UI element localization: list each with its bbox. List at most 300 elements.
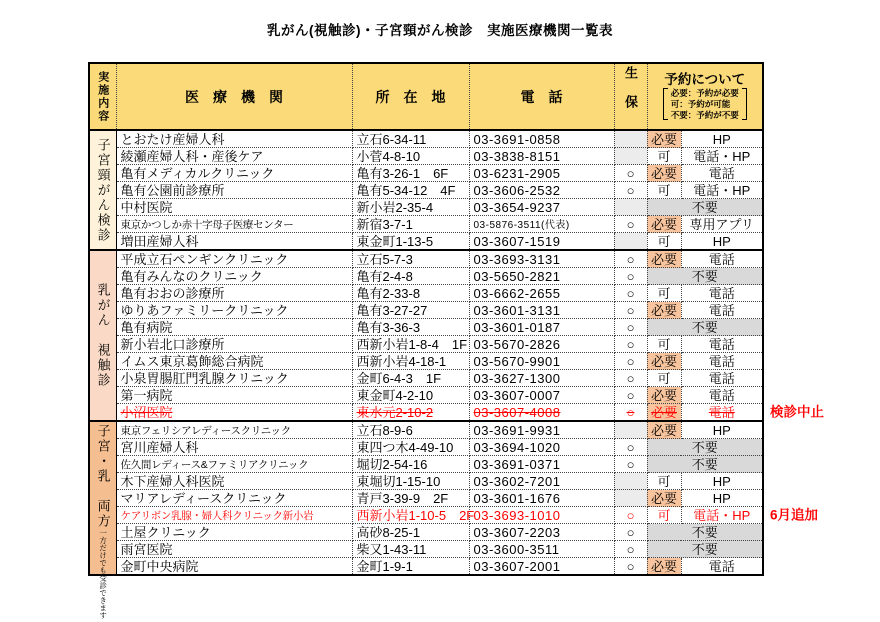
cell-text: 立石5-7-3 (356, 251, 413, 267)
cell-text: 03-3600-3511 (473, 541, 560, 557)
address-cell (352, 182, 469, 199)
address-cell (352, 387, 469, 404)
institution-cell (116, 473, 352, 490)
cell-text: 電話 (708, 165, 735, 181)
institution-cell (116, 370, 352, 387)
cell-text: マリアレディースクリニック (120, 490, 287, 506)
legend-line-ok: 可：予約が可能 (670, 99, 731, 110)
address-cell (352, 490, 469, 507)
reservation-type-cell (647, 387, 681, 404)
address-cell (352, 439, 469, 456)
reservation-type-cell (647, 148, 681, 165)
cell-text: 可 (657, 507, 671, 523)
cell-text: 立石6-34-11 (356, 131, 427, 147)
table-row (89, 302, 763, 319)
table-row (89, 199, 763, 216)
cell-text: ○ (626, 507, 635, 523)
cell-text: HP (712, 233, 731, 249)
cell-text: HP (712, 490, 731, 506)
legend-right-bracket (742, 88, 747, 120)
cell-text: 高砂8-25-1 (356, 524, 421, 540)
cell-text: 増田産婦人科 (120, 233, 199, 249)
cell-text: 必要 (650, 251, 677, 267)
cell-text: HP (712, 131, 731, 147)
welfare-cell (614, 182, 647, 199)
table-row (89, 558, 763, 576)
table-row (89, 507, 763, 524)
table-row (89, 285, 763, 302)
welfare-cell (614, 387, 647, 404)
institution-cell (116, 285, 352, 302)
phone-cell (469, 439, 614, 456)
institution-cell (116, 353, 352, 370)
address-cell (352, 336, 469, 353)
welfare-cell (614, 199, 647, 216)
table-row (89, 353, 763, 370)
reservation-method-cell (681, 250, 763, 268)
phone-cell (469, 421, 614, 439)
phone-cell (469, 336, 614, 353)
cell-text: 電話 (708, 251, 735, 267)
welfare-cell (614, 541, 647, 558)
cell-text: 可 (657, 336, 671, 352)
phone-cell (469, 524, 614, 541)
phone-cell (469, 268, 614, 285)
cell-text: 03-3607-2203 (473, 524, 561, 540)
reservation-method-cell (681, 558, 763, 576)
institution-cell (116, 130, 352, 148)
cell-text: 佐久間レディース&ファミリアクリニック (120, 459, 309, 472)
reservation-type-cell (647, 490, 681, 507)
cell-text: 必要 (650, 558, 677, 574)
reservation-method-cell (681, 490, 763, 507)
cell-text: 金町1-9-1 (356, 558, 413, 574)
cell-text: 東金町4-2-10 (356, 387, 434, 403)
cell-text: 西新小岩1-10-5 2F (356, 507, 475, 523)
reservation-method-cell (681, 285, 763, 302)
reservation-method-cell (681, 353, 763, 370)
institution-cell (116, 165, 352, 182)
phone-cell (469, 182, 614, 199)
welfare-header-label: 生保 (623, 66, 638, 124)
cell-text: 亀有メディカルクリニック (120, 165, 275, 181)
phone-cell (469, 285, 614, 302)
welfare-cell (614, 336, 647, 353)
address-cell (352, 456, 469, 473)
cell-text: とおたけ産婦人科 (120, 131, 225, 147)
cell-text: 可 (657, 182, 671, 198)
address-cell (352, 541, 469, 558)
institution-cell (116, 524, 352, 541)
welfare-cell (614, 302, 647, 319)
cell-text: 電話 (708, 353, 735, 369)
welfare-cell (614, 165, 647, 182)
welfare-cell (614, 421, 647, 439)
welfare-cell (614, 558, 647, 576)
cell-text: 03-3601-1676 (473, 490, 561, 506)
cell-text: ○ (626, 319, 635, 335)
table-row (89, 130, 763, 148)
page-title: 乳がん(視触診)・子宮頸がん検診 実施医療機関一覧表 (267, 23, 613, 38)
cell-text: 不要 (691, 541, 718, 557)
table-row (89, 541, 763, 558)
cell-text: 東京かつしか赤十字母子医療センター (120, 219, 294, 232)
cell-text: ○ (626, 353, 635, 369)
cell-text: 03-3693-3131 (473, 251, 561, 267)
reservation-type-cell (647, 524, 763, 541)
cell-text: 東京フェリシアレディースクリニック (120, 425, 291, 438)
phone-cell (469, 473, 614, 490)
phone-cell (469, 319, 614, 336)
cell-text: 電話 (708, 387, 735, 403)
cell-text: 03-3691-0858 (473, 131, 561, 147)
table-row (89, 216, 763, 233)
cell-text: 不要 (691, 268, 718, 284)
cell-text: 電話 (708, 558, 735, 574)
address-cell (352, 216, 469, 233)
cell-text: HP (712, 473, 731, 489)
institution-cell (116, 456, 352, 473)
cell-text: 不要 (691, 456, 718, 472)
cell-text: 小菅4-8-10 (356, 148, 421, 164)
cell-text: 亀有3-27-27 (356, 302, 428, 318)
reservation-type-cell (647, 353, 681, 370)
address-cell (352, 507, 475, 524)
table-row (89, 319, 763, 336)
column-header-content: 実施内容 (89, 63, 116, 130)
cell-text: 03-3627-1300 (473, 370, 561, 386)
cell-text: 03-3607-1519 (473, 233, 561, 249)
cell-text: 金町6-4-3 1F (356, 370, 442, 386)
column-header-phone: 電 話 (469, 63, 614, 130)
address-cell (352, 473, 469, 490)
welfare-cell (614, 404, 647, 422)
cell-text: ○ (626, 524, 635, 540)
cell-text: 必要 (650, 131, 677, 147)
reservation-legend (649, 88, 762, 120)
phone-cell (469, 353, 614, 370)
phone-cell (469, 558, 614, 576)
column-header-reservation (647, 63, 763, 130)
address-cell (352, 302, 469, 319)
cell-text: ○ (626, 302, 635, 318)
cell-text: 宮川産婦人科 (120, 439, 199, 455)
side-note: 6月追加 (770, 507, 819, 523)
table-row (89, 148, 763, 165)
table-row (89, 387, 763, 404)
reservation-type-cell (647, 439, 763, 456)
side-note: 検診中止 (770, 404, 825, 420)
institution-cell (116, 421, 352, 439)
phone-cell (469, 302, 614, 319)
institution-cell (116, 319, 352, 336)
reservation-type-cell (647, 541, 763, 558)
cell-text: 電話 (708, 370, 735, 386)
institution-cell (116, 199, 352, 216)
reservation-header-label: 予約について (664, 71, 746, 87)
cell-text: 必要 (650, 302, 677, 318)
address-cell (352, 233, 469, 251)
reservation-method-cell (681, 507, 819, 524)
table-row (89, 404, 763, 422)
cell-text: 亀有おおの診療所 (120, 285, 225, 301)
institution-cell (116, 302, 352, 319)
cell-text: 不要 (691, 319, 718, 335)
cell-text: 電話 (708, 404, 735, 420)
phone-cell (469, 490, 614, 507)
phone-cell (469, 541, 614, 558)
cell-text: 可 (657, 285, 671, 301)
welfare-cell (614, 285, 647, 302)
table-row (89, 268, 763, 285)
reservation-method-cell (681, 370, 763, 387)
cell-text: 03-3607-4008 (473, 404, 561, 420)
cell-text: 03-3607-0007 (473, 387, 561, 403)
reservation-method-cell (681, 148, 763, 165)
phone-cell (469, 233, 614, 251)
cell-text: 亀有病院 (120, 319, 173, 335)
cell-text: ○ (626, 216, 635, 232)
cell-text: ○ (626, 558, 635, 574)
reservation-method-cell (681, 233, 763, 251)
table-row (89, 490, 763, 507)
welfare-cell (614, 507, 647, 524)
cell-text: ゆりあファミリークリニック (120, 302, 289, 318)
table-row (89, 421, 763, 439)
table-row (89, 182, 763, 199)
reservation-type-cell (647, 370, 681, 387)
cell-text: 木下産婦人科医院 (120, 473, 225, 489)
welfare-cell (614, 456, 647, 473)
cell-text: ○ (626, 251, 635, 267)
section-label (89, 421, 116, 619)
table-row (89, 336, 763, 353)
welfare-cell (614, 524, 647, 541)
welfare-cell (614, 268, 647, 285)
section-label-text: 子宮頸がん検診 (95, 137, 111, 243)
institution-cell (116, 490, 352, 507)
address-cell (352, 558, 469, 576)
cell-text: 新宿3-7-1 (356, 216, 413, 232)
cell-text: ○ (626, 370, 635, 386)
cell-text: 必要 (650, 353, 677, 369)
institution-cell (116, 558, 352, 576)
cell-text: ○ (626, 404, 635, 420)
legend-line-nonneed: 不要：予約が不要 (670, 109, 739, 120)
cell-text: 小泉胃腸肛門乳腺クリニック (120, 370, 289, 386)
address-cell (352, 370, 469, 387)
cell-text: 03-6231-2905 (473, 165, 561, 181)
cell-text: ケアリボン乳腺・婦人科クリニック新小岩 (120, 510, 314, 523)
reservation-method-cell (681, 404, 825, 422)
reservation-type-cell (647, 216, 681, 233)
welfare-cell (614, 148, 647, 165)
phone-cell (469, 370, 614, 387)
cell-text: 亀有3-26-1 6F (356, 165, 449, 181)
cell-text: 電話・HP (693, 148, 751, 164)
cell-text: ○ (626, 268, 635, 284)
welfare-cell (614, 439, 647, 456)
cell-text: 東水元2-10-2 (356, 404, 434, 420)
cell-text: 堀切2-54-16 (356, 456, 428, 472)
cell-text: 03-3693-1010 (473, 507, 561, 523)
reservation-method-cell (681, 182, 763, 199)
phone-cell (469, 165, 614, 182)
cell-text: ○ (626, 182, 635, 198)
welfare-cell (614, 319, 647, 336)
cell-text: 亀有2-33-8 (356, 285, 421, 301)
address-cell (352, 130, 469, 148)
cell-text: 亀有公園前診療所 (120, 182, 225, 198)
reservation-type-cell (647, 336, 681, 353)
cell-text: 東堀切1-15-10 (356, 473, 441, 489)
welfare-cell (614, 473, 647, 490)
cell-text: 小沼医院 (120, 404, 173, 420)
cell-text: 柴又1-43-11 (356, 541, 427, 557)
cell-text: ○ (626, 456, 635, 472)
cell-text: ○ (626, 439, 635, 455)
table-container (88, 62, 825, 619)
legend-lines (668, 88, 742, 120)
welfare-cell (614, 233, 647, 251)
reservation-type-cell (647, 456, 763, 473)
cell-text: 綾瀬産婦人科・産後ケア (120, 148, 264, 164)
institution-cell (116, 336, 352, 353)
section-label-text: 子宮・乳 両方 (95, 424, 111, 529)
address-cell (352, 165, 469, 182)
cell-text: 必要 (650, 387, 677, 403)
cell-text: 03-3694-1020 (473, 439, 561, 455)
cell-text: 電話・HP (693, 182, 751, 198)
reservation-method-cell (681, 216, 763, 233)
address-cell (352, 250, 469, 268)
reservation-type-cell (647, 250, 681, 268)
cell-text: 可 (657, 148, 671, 164)
cell-text: 可 (657, 473, 671, 489)
cell-text: 電話 (708, 336, 735, 352)
cell-text: ○ (626, 541, 635, 557)
phone-cell (469, 387, 614, 404)
reservation-method-cell (681, 387, 763, 404)
institution-cell (116, 387, 352, 404)
institution-cell (116, 439, 352, 456)
cell-text: HP (712, 422, 731, 438)
address-cell (352, 199, 469, 216)
table-row (89, 165, 763, 182)
cell-text: 亀有みんなのクリニック (120, 268, 263, 284)
cell-text: 可 (657, 370, 671, 386)
cell-text: 可 (657, 233, 671, 249)
welfare-cell (614, 490, 647, 507)
cell-text: 西新小岩1-8-4 1F (356, 336, 468, 352)
section-label-text: 乳がん 視触診 (95, 283, 111, 388)
institution-cell (116, 507, 352, 524)
section-label (89, 130, 116, 250)
address-cell (352, 319, 469, 336)
reservation-type-cell (647, 319, 763, 336)
phone-cell (469, 216, 614, 233)
reservation-type-cell (647, 404, 681, 422)
cell-text: 不要 (691, 524, 718, 540)
cell-text: 不要 (691, 199, 718, 215)
phone-cell (469, 199, 614, 216)
address-cell (352, 285, 469, 302)
cell-text: 西新小岩4-18-1 (356, 353, 447, 369)
reservation-type-cell (647, 302, 681, 319)
reservation-method-cell (681, 336, 763, 353)
cell-text: 専用アプリ (689, 216, 754, 232)
cell-text: 金町中央病院 (120, 558, 199, 574)
address-cell (352, 148, 469, 165)
address-cell (352, 353, 469, 370)
table-row (89, 456, 763, 473)
welfare-cell (614, 216, 647, 233)
address-cell (352, 421, 469, 439)
section-sublabel-text: 一方だけでも受診できます (98, 529, 108, 619)
header-row (89, 63, 763, 130)
legend-line-need: 必要：予約が必要 (670, 88, 739, 99)
cell-text: 電話・HP (693, 507, 751, 523)
address-cell (352, 404, 469, 422)
cell-text: 03-3607-2001 (473, 558, 561, 574)
cell-text: ○ (626, 285, 635, 301)
reservation-type-cell (647, 165, 681, 182)
reservation-type-cell (647, 507, 681, 524)
cell-text: 青戸3-39-9 2F (356, 490, 449, 506)
cell-text: 必要 (650, 404, 677, 420)
cell-text: 亀有2-4-8 (356, 268, 413, 284)
phone-cell (469, 507, 614, 524)
cell-text: イムス東京葛飾総合病院 (120, 353, 264, 369)
table-row (89, 473, 763, 490)
welfare-cell (614, 250, 647, 268)
cell-text: 東四つ木4-49-10 (356, 439, 454, 455)
table-row (89, 524, 763, 541)
cell-text: 不要 (691, 439, 718, 455)
phone-cell (469, 456, 614, 473)
institution-cell (116, 250, 352, 268)
welfare-cell (614, 353, 647, 370)
cell-text: 必要 (650, 216, 677, 232)
reservation-method-cell (681, 473, 763, 490)
cell-text: 第一病院 (120, 387, 173, 403)
cell-text: 電話 (708, 302, 735, 318)
reservation-type-cell (647, 558, 681, 576)
reservation-type-cell (647, 285, 681, 302)
phone-cell (469, 130, 614, 148)
cell-text: 平成立石ペンギンクリニック (120, 251, 289, 267)
cell-text: 03-5876-3511(代表) (473, 220, 570, 231)
cell-text: 03-5670-2826 (473, 336, 561, 352)
phone-cell (469, 404, 614, 422)
reservation-method-cell (681, 421, 763, 439)
column-header-institution: 医 療 機 関 (116, 63, 352, 130)
welfare-cell (614, 370, 647, 387)
cell-text: 東金町1-13-5 (356, 233, 434, 249)
cell-text: 必要 (650, 165, 677, 181)
cell-text: 03-5650-2821 (473, 268, 561, 284)
cell-text: ○ (626, 165, 635, 181)
reservation-method-cell (681, 302, 763, 319)
cell-text: 03-3602-7201 (473, 473, 561, 489)
cell-text: ○ (626, 387, 635, 403)
column-header-welfare (614, 63, 647, 130)
institution-cell (116, 182, 352, 199)
reservation-type-cell (647, 473, 681, 490)
cell-text: 03-3606-2532 (473, 182, 561, 198)
address-cell (352, 268, 469, 285)
institution-cell (116, 216, 352, 233)
